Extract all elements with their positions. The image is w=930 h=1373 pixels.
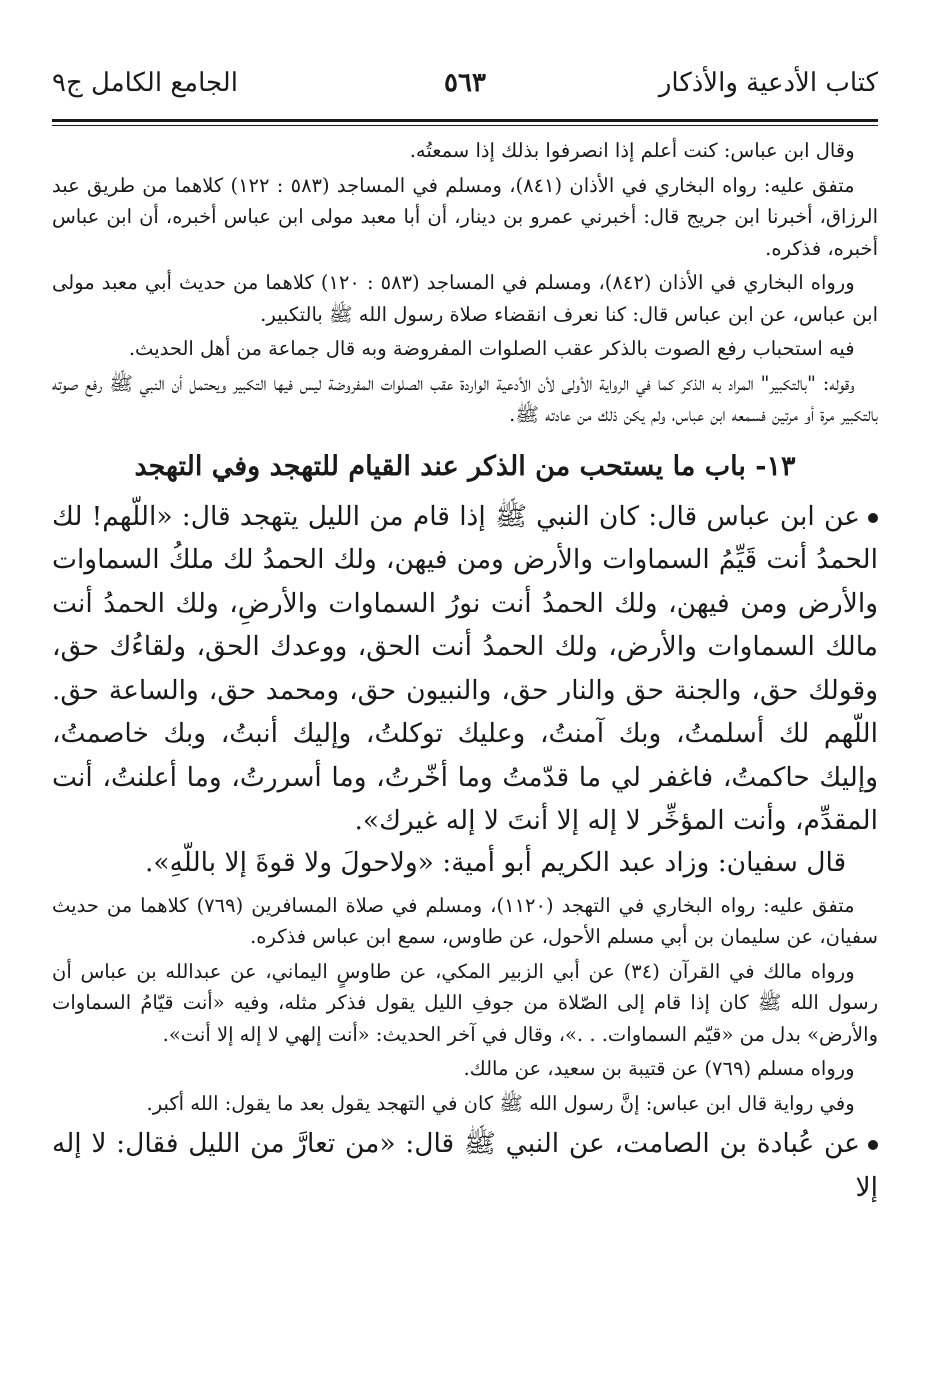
header-rule-thin <box>52 125 878 126</box>
header-rule-thick <box>52 119 878 122</box>
takhrij-paragraph: متفق عليه: رواه البخاري في التهجد (١١٢٠)، ومسلم في صلاة المسافرين (٧٦٩) كلاهما من حديث سفيان، عن سليمان بن أبي مسلم الأحول، عن طاوس، سمع ابن عباس فذكره. <box>52 893 878 948</box>
hadith-main-text: عن ابن عباس قال: كان النبي ﷺ إذا قام من الليل يتهجد قال: «اللّهم! لك الحمدُ أنت قَيِّمُ السماوات والأرض ومن فيهن، ولك الحمدُ لك ملكُ السماوات والأرض ومن فيهن، ولك الحمدُ أنت نورُ السماوات والأرضِ، ولك الحمدُ أنت مالك السماوات والأرض، ولك الحمدُ أنت الحق، ووعدك الحق، ولقاءُك حق، وقولك حق، والجنة حق والنار حق، والنبيون حق، ومحمد حق، والساعة حق. اللّهم لك أسلمتُ، وبك آمنتُ، وعليك توكلتُ، وإليك أنبتُ، وبك خاصمتُ، وإليك حاكمتُ، فاغفر لي ما قدّمتُ وما أخّرتُ، وما أسررتُ، وما أعلنتُ، أنت المقدِّم، وأنت المؤخِّر لا إله إلا أنتَ لا إله غيرك». <box>52 500 878 836</box>
running-header <box>52 68 878 112</box>
ibn-abbas-statement: وقال ابن عباس: كنت أعلم إذا انصرفوا بذلك إذا سمعتُه. <box>409 139 855 162</box>
takhrij-paragraph: ورواه البخاري في الأذان (٨٤٢)، ومسلم في المساجد (٥٨٣ : ١٢٠) كلاهما من حديث أبي معبد مولى ابن عباس، عن ابن عباس قال: كنا نعرف انقضاء صلاة رسول الله ﷺ بالتكبير. <box>52 271 878 326</box>
commentary-paragraph: وقوله: "بالتكبير" المراد به الذكر كما في الرواية الأولى لأن الأدعية الواردة عقب الصلوات المفروضة ليس فيها التكبير ويحتمل أن النبي ﷺ رفع صوته بالتكبير مرة أو مرتين فسمعه ابن عباس، ولم يكن ذلك من عادته ﷺ. <box>52 371 878 426</box>
takhrij-paragraph: ورواه مسلم (٧٦٩) عن قتيبة بن سعيد، عن مالك. <box>463 1057 855 1080</box>
sufyan-addition: قال سفيان: وزاد عبد الكريم أبو أمية: «ولاحولَ ولا قوةَ إلا باللّهِ». <box>144 846 847 878</box>
riwaya-paragraph: وفي رواية قال ابن عباس: إنَّ رسول الله ﷺ كان في التهجد يقول بعد ما يقول: الله أكبر. <box>146 1091 855 1115</box>
bullet-icon <box>868 1140 878 1150</box>
takhrij-paragraph: ورواه مالك في القرآن (٣٤) عن أبي الزبير المكي، عن طاوسٍ اليماني، عن عبدالله بن عباس أن رسول الله ﷺ كان إذا قام إلى الصّلاة من جوفِ الليل يقول فذكر مثله، وفيه «أنت قيّامُ السماوات والأرض» بدل من «قيّم السماوات. . .»، وقال في آخر الحديث: «أنت إلهي لا إله إلا أنت». <box>52 959 878 1046</box>
book-title: كتاب الأدعية والأذكار <box>658 68 878 98</box>
page-body <box>52 135 878 1209</box>
chapter-heading: ١٣- باب ما يستحب من الذكر عند القيام للتهجد وفي التهجد <box>134 450 796 482</box>
commentary-paragraph: فيه استحباب رفع الصوت بالذكر عقب الصلوات المفروضة وبه قال جماعة من أهل الحديث. <box>128 337 855 360</box>
next-hadith-text: عن عُبادة بن الصامت، عن النبي ﷺ قال: «من تعارَّ من الليل فقال: لا إله إلا <box>52 1128 878 1203</box>
bullet-icon <box>868 513 878 523</box>
hadith-text <box>52 1122 878 1209</box>
takhrij-paragraph: متفق عليه: رواه البخاري في الأذان (٨٤١)، ومسلم في المساجد (٥٨٣ : ١٢٢) كلاهما من طريق عبد الرزاق، أخبرنا ابن جريج قال: أخبرني عمرو بن دينار، أن أبا معبد مولى ابن عباس أخبره، أن ابن عباس أخبره، فذكره. <box>52 173 878 260</box>
collection-volume: الجامع الكامل ج٩ <box>52 68 238 98</box>
page-number: ٥٦٣ <box>444 68 486 98</box>
hadith-text <box>52 495 878 843</box>
